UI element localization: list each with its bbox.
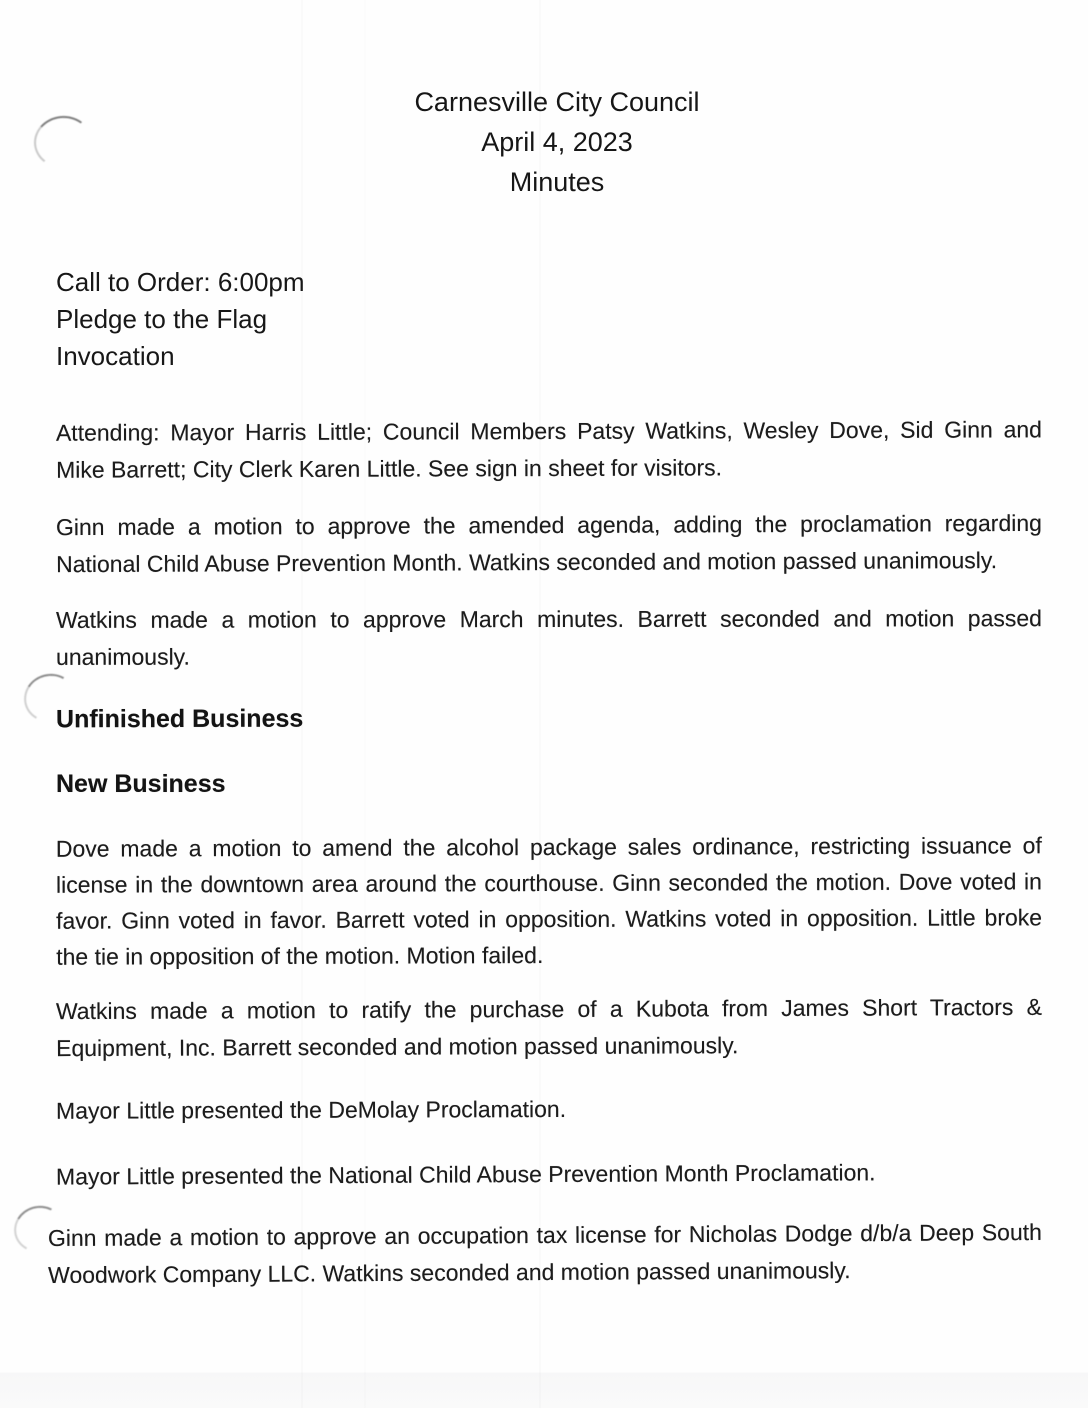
unfinished-business-heading: Unfinished Business xyxy=(55,704,304,734)
kubota-purchase-motion-paragraph: Watkins made a motion to ratify the purchase of a Kubota from James Short Tractors & Equipment, Inc. Barrett seconded and motion passed unanimously. xyxy=(55,993,1042,1062)
alcohol-ordinance-motion-paragraph: Dove made a motion to amend the alcohol package sales ordinance, restricting issuance of license in the downtown area around the courthouse. Ginn seconded the motion. Dove voted in favor. Ginn voted in favor. Barrett voted in opposition. Watkins voted in opposition. Little broke the tie in opposition of the motion. Motion failed. xyxy=(55,832,1043,970)
call-to-order-line: Call to Order: 6:00pm xyxy=(56,267,305,297)
attendance-paragraph: Attending: Mayor Harris Little; Council Members Patsy Watkins, Wesley Dove, Sid Ginn and Mike Barrett; City Clerk Karen Little. See sign in sheet for visitors. xyxy=(55,416,1042,483)
child-abuse-proclamation-paragraph: Mayor Little presented the National Child Abuse Prevention Month Proclamation. xyxy=(55,1159,876,1190)
document-header xyxy=(64,0,1050,202)
amended-agenda-motion-paragraph: Ginn made a motion to approve the amended agenda, adding the proclamation regarding National Child Abuse Prevention Month. Watkins seconded and motion passed unanimously. xyxy=(55,509,1042,578)
new-business-heading: New Business xyxy=(56,770,226,798)
invocation-line: Invocation xyxy=(56,341,175,371)
document-title: Carnesville City Council xyxy=(414,87,700,117)
document-date: April 4, 2023 xyxy=(481,127,633,157)
opening-items xyxy=(56,264,1042,375)
document-subtitle: Minutes xyxy=(509,167,605,197)
march-minutes-motion-paragraph: Watkins made a motion to approve March minutes. Barrett seconded and motion passed unanimously. xyxy=(55,605,1042,670)
occupation-tax-motion-paragraph: Ginn made a motion to approve an occupation tax license for Nicholas Dodge d/b/a Deep South Woodwork Company LLC. Watkins seconded and motion passed unanimously. xyxy=(47,1218,1042,1289)
pledge-line: Pledge to the Flag xyxy=(56,304,268,334)
demolay-proclamation-paragraph: Mayor Little presented the DeMolay Proclamation. xyxy=(55,1095,567,1124)
